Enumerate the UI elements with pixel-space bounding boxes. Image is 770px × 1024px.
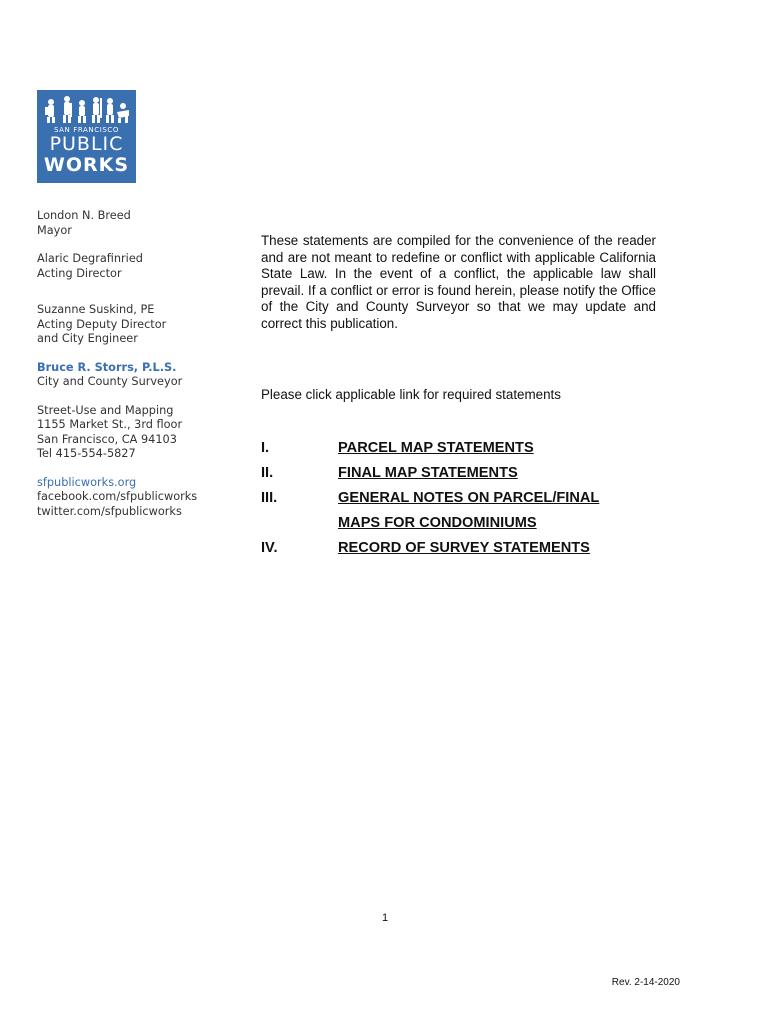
- twitter-link[interactable]: twitter.com/sfpublicworks: [37, 504, 182, 518]
- mayor-name: London N. Breed: [37, 209, 131, 222]
- address-line-1: 1155 Market St., 3rd floor: [37, 418, 183, 431]
- deputy-name: Suzanne Suskind, PE: [37, 303, 155, 316]
- mayor-block: [37, 209, 237, 238]
- director-name: Alaric Degrafinried: [37, 252, 143, 265]
- workers-silhouette-icon: [43, 94, 131, 124]
- surveyor-title: City and County Surveyor: [37, 375, 183, 388]
- general-notes-link[interactable]: GENERAL NOTES ON PARCEL/FINAL MAPS FOR CONDOMINIUMS: [338, 490, 600, 531]
- intro-paragraph: These statements are compiled for the convenience of the reader and are not meant to redefine or conflict with applicable California State Law. In the event of a conflict, the applicable law shall prevail. If a conflict or error is found herein, please notify the Office of the City and County Surveyor so that we may update and correct this publication.: [261, 233, 656, 331]
- parcel-map-statements-link[interactable]: PARCEL MAP STATEMENTS: [338, 440, 534, 456]
- web-block: [37, 476, 237, 520]
- logo-san-francisco: SAN FRANCISCO: [53, 126, 120, 134]
- surveyor-block: [37, 361, 237, 390]
- sidebar-contacts: [37, 209, 237, 533]
- link-number: II.: [261, 465, 274, 481]
- link-number: I.: [261, 440, 270, 456]
- record-of-survey-link[interactable]: RECORD OF SURVEY STATEMENTS: [338, 540, 590, 556]
- link-row-record-of-survey: [261, 536, 661, 561]
- surveyor-name: Bruce R. Storrs, P.L.S.: [37, 360, 177, 374]
- statement-links: [261, 436, 661, 561]
- link-number: III.: [261, 490, 278, 506]
- director-title: Acting Director: [37, 266, 122, 280]
- page-number: 1: [381, 912, 389, 924]
- final-map-statements-link[interactable]: FINAL MAP STATEMENTS: [338, 465, 518, 481]
- facebook-link[interactable]: facebook.com/sfpublicworks: [37, 490, 198, 503]
- dept-name: Street-Use and Mapping: [37, 403, 174, 417]
- address-line-2: San Francisco, CA 94103: [37, 432, 177, 446]
- link-row-parcel-map: [261, 436, 661, 461]
- address-block: [37, 404, 237, 462]
- deputy-block: [37, 303, 237, 347]
- revision-date: Rev. 2-14-2020: [611, 977, 680, 988]
- mayor-title: Mayor: [37, 223, 72, 237]
- logo-public: PUBLIC: [49, 133, 124, 155]
- director-block: [37, 252, 237, 281]
- logo-works: WORKS: [43, 154, 130, 176]
- phone-number: Tel 415-554-5827: [37, 447, 136, 460]
- public-works-logo: [37, 90, 136, 183]
- deputy-title-1: Acting Deputy Director: [37, 317, 167, 331]
- link-row-general-notes: [261, 486, 661, 536]
- link-number: IV.: [261, 540, 278, 556]
- click-instruction: Please click applicable link for required statements: [261, 387, 561, 402]
- deputy-title-2: and City Engineer: [37, 332, 138, 345]
- link-row-final-map: [261, 461, 661, 486]
- website-link[interactable]: sfpublicworks.org: [37, 475, 137, 489]
